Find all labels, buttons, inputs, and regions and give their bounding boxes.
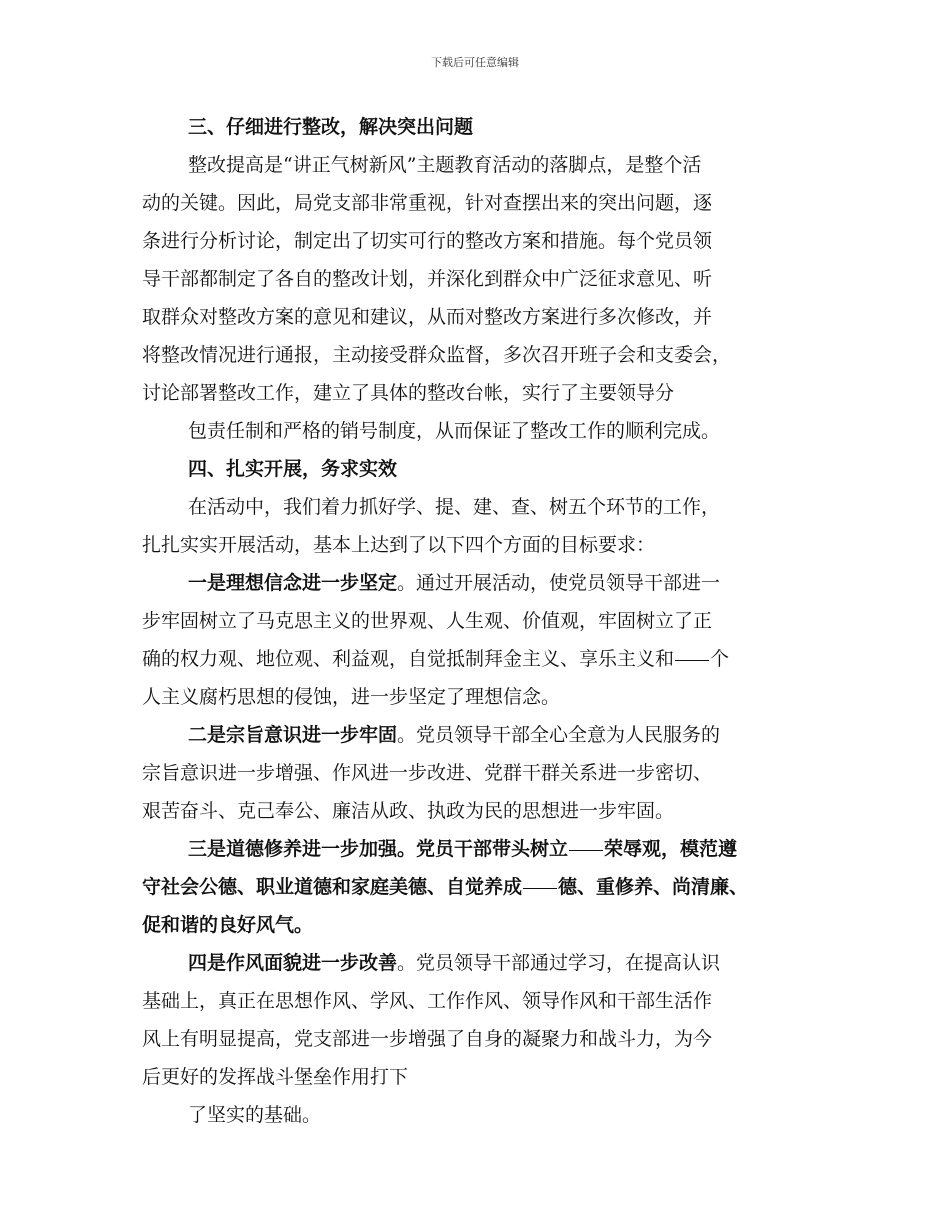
point-3-text: 守社会公德、职业道德和家庭美德、自觉养成 [142, 876, 523, 898]
paragraph-line: 整改提高是“讲正气树新风”主题教育活动的落脚点，是整个活 [188, 154, 702, 176]
document-body [142, 108, 822, 1134]
paragraph-line: 了坚实的基础。 [188, 1104, 322, 1126]
point-4-text: 。党员领导干部通过学习，在提高认识 [397, 952, 721, 974]
paragraph-line: 艰苦奋斗、克己奉公、廉洁从政、执政为民的思想进一步牢固。 [142, 800, 675, 822]
paragraph-line: 取群众对整改方案的意见和建议，从而对整改方案进行多次修改，并 [142, 306, 713, 328]
point-4-line [142, 944, 822, 982]
paragraph-line: 扎扎实实开展活动，基本上达到了以下四个方面的目标要求： [142, 534, 656, 556]
point-3-line-2 [142, 868, 822, 906]
paragraph-line: 在活动中，我们着力抓好学、提、建、查、树五个环节的工作， [188, 496, 721, 518]
point-1-line [142, 564, 822, 602]
paragraph-line: 讨论部署整改工作，建立了具体的整改台帐，实行了主要领导分 [142, 382, 675, 404]
point-3-line-1 [142, 830, 822, 868]
paragraph-line: 导干部都制定了各自的整改计划，并深化到群众中广泛征求意见、听 [142, 268, 713, 290]
page-header: 下载后可任意编辑 [431, 56, 519, 69]
paragraph-line: 步牢固树立了马克思主义的世界观、人生观、价值观，牢固树立了正 [142, 610, 713, 632]
paragraph-line: 包责任制和严格的销号制度，从而保证了整改工作的顺利完成。 [188, 420, 721, 442]
fill-blank [675, 659, 709, 661]
section-heading-3: 三、仔细进行整改，解决突出问题 [188, 116, 474, 138]
point-1-text: 。通过开展活动，使党员领导干部进一 [397, 572, 721, 594]
point-3-text: 德、重修养、尚清廉、 [558, 876, 749, 898]
paragraph-line: 条进行分析讨论，制定出了切实可行的整改方案和措施。每个党员领 [142, 230, 713, 252]
point-1-text: 个 [710, 648, 730, 670]
fill-blank [569, 849, 603, 851]
paragraph-line: 基础上，真正在思想作风、学风、工作作风、领导作风和干部生活作 [142, 990, 713, 1012]
point-3-text: 荣辱观，模范遵 [604, 838, 738, 860]
point-4-lead: 四是作风面貌进一步改善 [188, 952, 398, 974]
point-2-text: 。党员领导干部全心全意为人民服务的 [397, 724, 721, 746]
point-1-lead: 一是理想信念进一步坚定 [188, 572, 398, 594]
point-1-text: 确的权力观、地位观、利益观，自觉抵制拜金主义、享乐主义和 [142, 648, 675, 670]
point-1-line-3 [142, 640, 822, 678]
paragraph-line: 将整改情况进行通报，主动接受群众监督，多次召开班子会和支委会， [142, 344, 732, 366]
point-3-line-3: 促和谐的良好风气。 [142, 914, 314, 936]
paragraph-line: 人主义腐朽思想的侵蚀，进一步坚定了理想信念。 [142, 686, 561, 708]
paragraph-line: 宗旨意识进一步增强、作风进一步改进、党群干群关系进一步密切、 [142, 762, 713, 784]
point-3-text: 三是道德修养进一步加强。党员干部带头树立 [188, 838, 569, 860]
point-2-line [142, 716, 822, 754]
point-2-lead: 二是宗旨意识进一步牢固 [188, 724, 398, 746]
paragraph-line: 风上有明显提高，党支部进一步增强了自身的凝聚力和战斗力，为今 [142, 1028, 713, 1050]
fill-blank [523, 887, 557, 889]
section-heading-4: 四、扎实开展，务求实效 [188, 458, 398, 480]
paragraph-line: 动的关键。因此，局党支部非常重视，针对查摆出来的突出问题，逐 [142, 192, 713, 214]
paragraph-line: 后更好的发挥战斗堡垒作用打下 [142, 1066, 409, 1088]
